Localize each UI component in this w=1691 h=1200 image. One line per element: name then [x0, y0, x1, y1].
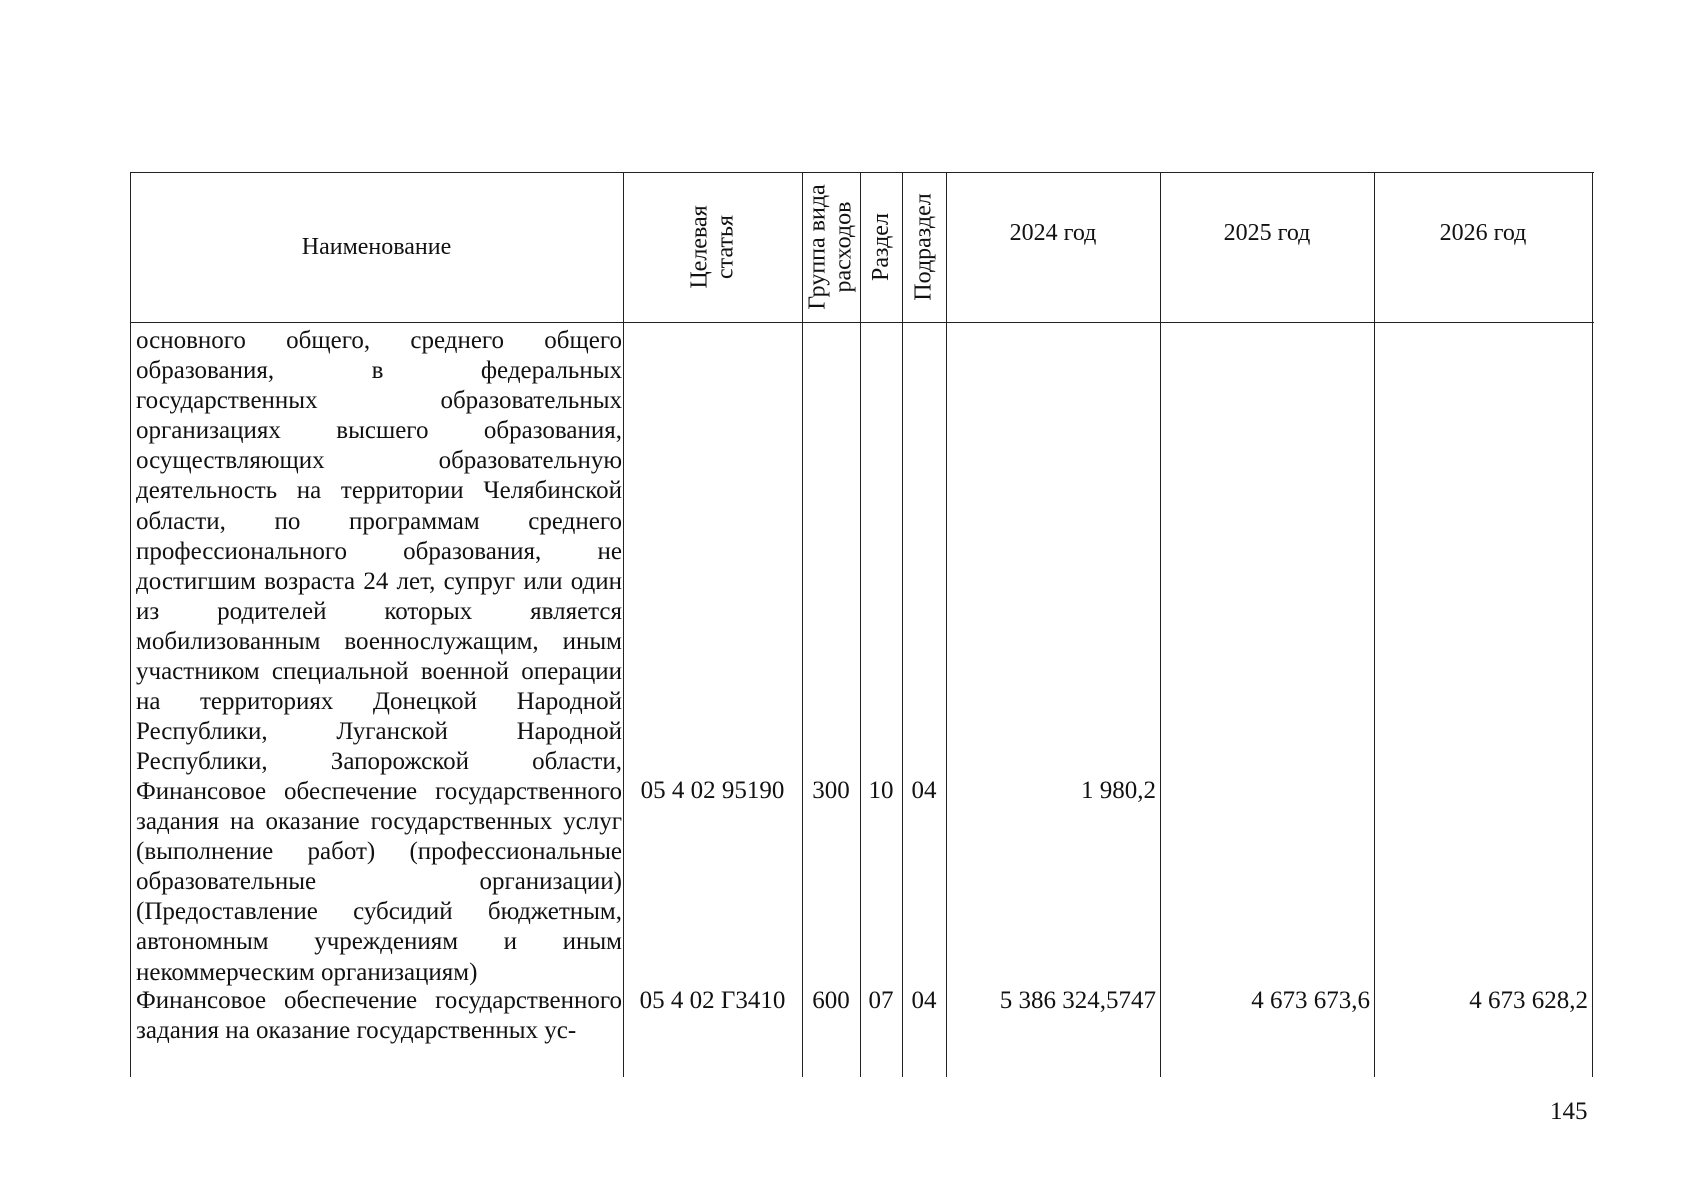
- header-2024-label: 2024 год: [1009, 220, 1097, 246]
- row-1-2024: 1 980,2: [1081, 777, 1156, 804]
- header-name: [130, 172, 623, 322]
- header-2025: [1160, 172, 1374, 322]
- header-section-label: Раздел: [868, 213, 895, 281]
- header-2024: [946, 172, 1160, 322]
- page-number: 145: [1550, 1098, 1588, 1125]
- row-1-target: 05 4 02 95190: [640, 777, 785, 804]
- col-border: [1592, 172, 1593, 1077]
- header-subsection-label: Подраздел: [911, 193, 938, 301]
- row-1-name: основного общего, среднего общего образования, в федеральных государственных образовательных организациях высшего образования, осуществляющих образовательную деятельность на территории Челябинской области, по программам среднего профессионального образования, не достигшим возраста 24 лет, супруг или один из родителей которых является мобилизованным военнослужащим, иным участником специальной военной операции на территориях Донецкой Народной Республики, Луганской Народной Республики, Запорожской области,: [136, 327, 622, 776]
- header-2026-label: 2026 год: [1439, 220, 1527, 246]
- row-3-name: Финансовое обеспечение государственного задания на оказание государственных ус-: [136, 987, 622, 1045]
- header-section: [860, 172, 902, 322]
- budget-table: [130, 172, 1594, 1077]
- header-name-label: Наименование: [301, 233, 452, 260]
- header-subsection: [902, 172, 946, 322]
- row-2-target: 05 4 02 Г3410: [639, 987, 786, 1014]
- row-2-2025: 4 673 673,6: [1251, 987, 1370, 1014]
- name-column: [136, 326, 622, 1046]
- row-1-group: 300: [812, 777, 850, 804]
- header-2025-label: 2025 год: [1223, 220, 1311, 246]
- row-2-section: 07: [868, 987, 894, 1014]
- header-group: [802, 172, 860, 322]
- row-1-section: 10: [868, 777, 894, 804]
- row-2-2026: 4 673 628,2: [1469, 987, 1588, 1014]
- row-2-2024: 5 386 324,5747: [999, 987, 1156, 1014]
- row-2-subsection: 04: [911, 987, 937, 1014]
- header-target: [623, 172, 802, 322]
- row-1-subsection: 04: [911, 777, 937, 804]
- row-2-name: Финансовое обеспечение государственного задания на оказание государственных услуг (выполнение работ) (профессиональные образовательные организации) (Предоставление субсидий бюджетным, автономным учреждениям и иным некоммерческим организациям): [136, 778, 622, 986]
- header-group-label: Группа вида расходов: [805, 184, 857, 310]
- header-target-label: Целевая статья: [686, 205, 739, 289]
- header-2026: [1374, 172, 1592, 322]
- row-2-group: 600: [812, 987, 850, 1014]
